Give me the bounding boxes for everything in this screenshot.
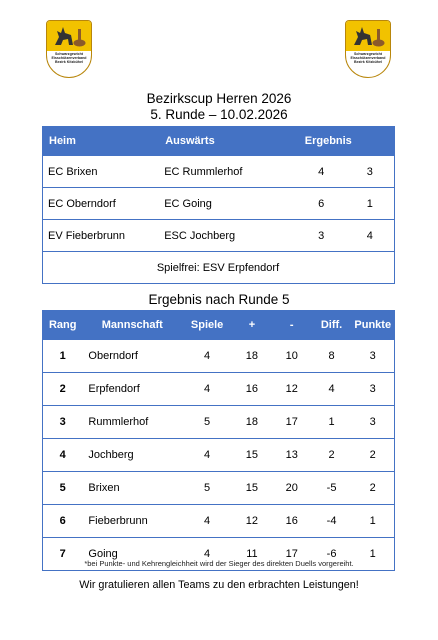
diff-cell: -5	[312, 472, 352, 505]
table-row	[43, 472, 395, 505]
minus-cell: 12	[272, 373, 312, 406]
away-team: ESC Jochberg	[159, 220, 297, 252]
table-row	[43, 505, 395, 538]
association-logo-left	[46, 20, 92, 78]
round-date: 5. Runde – 10.02.2026	[150, 107, 288, 122]
table-row	[43, 439, 395, 472]
games-cell: 5	[182, 472, 232, 505]
rank-cell: 3	[43, 406, 83, 439]
home-team: EC Oberndorf	[43, 188, 160, 220]
points-cell: 3	[351, 373, 394, 406]
column-header-rank: Rang	[43, 310, 83, 340]
games-cell: 4	[182, 439, 232, 472]
away-team: EC Rummlerhof	[159, 156, 297, 188]
points-cell: 2	[351, 439, 394, 472]
games-cell: 5	[182, 406, 232, 439]
column-header-plus: +	[232, 310, 272, 340]
rank-cell: 2	[43, 373, 83, 406]
table-row	[43, 156, 395, 188]
association-logo-right	[345, 20, 391, 78]
points-cell: 2	[351, 472, 394, 505]
games-cell: 4	[182, 340, 232, 373]
diff-cell: 4	[312, 373, 352, 406]
table-row	[43, 188, 395, 220]
column-header-minus: -	[272, 310, 312, 340]
rank-cell: 1	[43, 340, 83, 373]
logo-text: Schwarzgewicht Eisschützenverband Bezirk Kitzbühel	[51, 52, 87, 65]
points-cell: 1	[351, 505, 394, 538]
diff-cell: 2	[312, 439, 352, 472]
team-cell: Jochberg	[82, 439, 182, 472]
team-cell: Oberndorf	[82, 340, 182, 373]
table-row	[43, 340, 395, 373]
diff-cell: -6	[312, 538, 352, 571]
footnote: *bei Punkte- und Kehrengleichheit wird der Sieger des direkten Duells vorgereiht.	[84, 559, 354, 568]
score-away: 1	[347, 188, 395, 220]
score-home: 4	[297, 156, 347, 188]
column-header-home: Heim	[43, 126, 160, 156]
home-team: EC Brixen	[43, 156, 160, 188]
standings-table	[42, 310, 395, 571]
plus-cell: 16	[232, 373, 272, 406]
table-row	[43, 220, 395, 252]
plus-cell: 15	[232, 472, 272, 505]
bye-row	[43, 252, 395, 284]
column-header-team: Mannschaft	[82, 310, 182, 340]
diff-cell: 1	[312, 406, 352, 439]
table-header-row	[43, 126, 395, 156]
round-results-table	[42, 126, 395, 284]
team-cell: Fieberbrunn	[82, 505, 182, 538]
column-header-games: Spiele	[182, 310, 232, 340]
rank-cell: 6	[43, 505, 83, 538]
table-row	[43, 373, 395, 406]
page-title: Bezirkscup Herren 2026	[146, 91, 292, 106]
diff-cell: 8	[312, 340, 352, 373]
plus-cell: 11	[232, 538, 272, 571]
points-cell: 3	[351, 406, 394, 439]
ibex-icon	[350, 23, 388, 49]
table-header-row	[43, 310, 395, 340]
minus-cell: 13	[272, 439, 312, 472]
minus-cell: 17	[272, 538, 312, 571]
score-home: 6	[297, 188, 347, 220]
score-away: 4	[347, 220, 395, 252]
games-cell: 4	[182, 505, 232, 538]
plus-cell: 15	[232, 439, 272, 472]
team-cell: Going	[82, 538, 182, 571]
points-cell: 1	[351, 538, 394, 571]
diff-cell: -4	[312, 505, 352, 538]
minus-cell: 20	[272, 472, 312, 505]
score-away: 3	[347, 156, 395, 188]
minus-cell: 17	[272, 406, 312, 439]
team-cell: Erpfendorf	[82, 373, 182, 406]
table-row	[43, 406, 395, 439]
column-header-result: Ergebnis	[297, 126, 395, 156]
team-cell: Rummlerhof	[82, 406, 182, 439]
logo-text: Schwarzgewicht Eisschützenverband Bezirk Kitzbühel	[350, 52, 386, 65]
rank-cell: 7	[43, 538, 83, 571]
minus-cell: 10	[272, 340, 312, 373]
ibex-icon	[51, 23, 89, 49]
games-cell: 4	[182, 538, 232, 571]
games-cell: 4	[182, 373, 232, 406]
score-home: 3	[297, 220, 347, 252]
away-team: EC Going	[159, 188, 297, 220]
plus-cell: 18	[232, 340, 272, 373]
bye-team: Spielfrei: ESV Erpfendorf	[43, 252, 395, 284]
home-team: EV Fieberbrunn	[43, 220, 160, 252]
rank-cell: 5	[43, 472, 83, 505]
column-header-away: Auswärts	[159, 126, 297, 156]
rank-cell: 4	[43, 439, 83, 472]
closing-message: Wir gratulieren allen Teams zu den erbrachten Leistungen!	[79, 579, 359, 591]
minus-cell: 16	[272, 505, 312, 538]
plus-cell: 18	[232, 406, 272, 439]
team-cell: Brixen	[82, 472, 182, 505]
standings-title: Ergebnis nach Runde 5	[148, 292, 290, 307]
column-header-points: Punkte	[351, 310, 394, 340]
column-header-diff: Diff.	[312, 310, 352, 340]
points-cell: 3	[351, 340, 394, 373]
plus-cell: 12	[232, 505, 272, 538]
